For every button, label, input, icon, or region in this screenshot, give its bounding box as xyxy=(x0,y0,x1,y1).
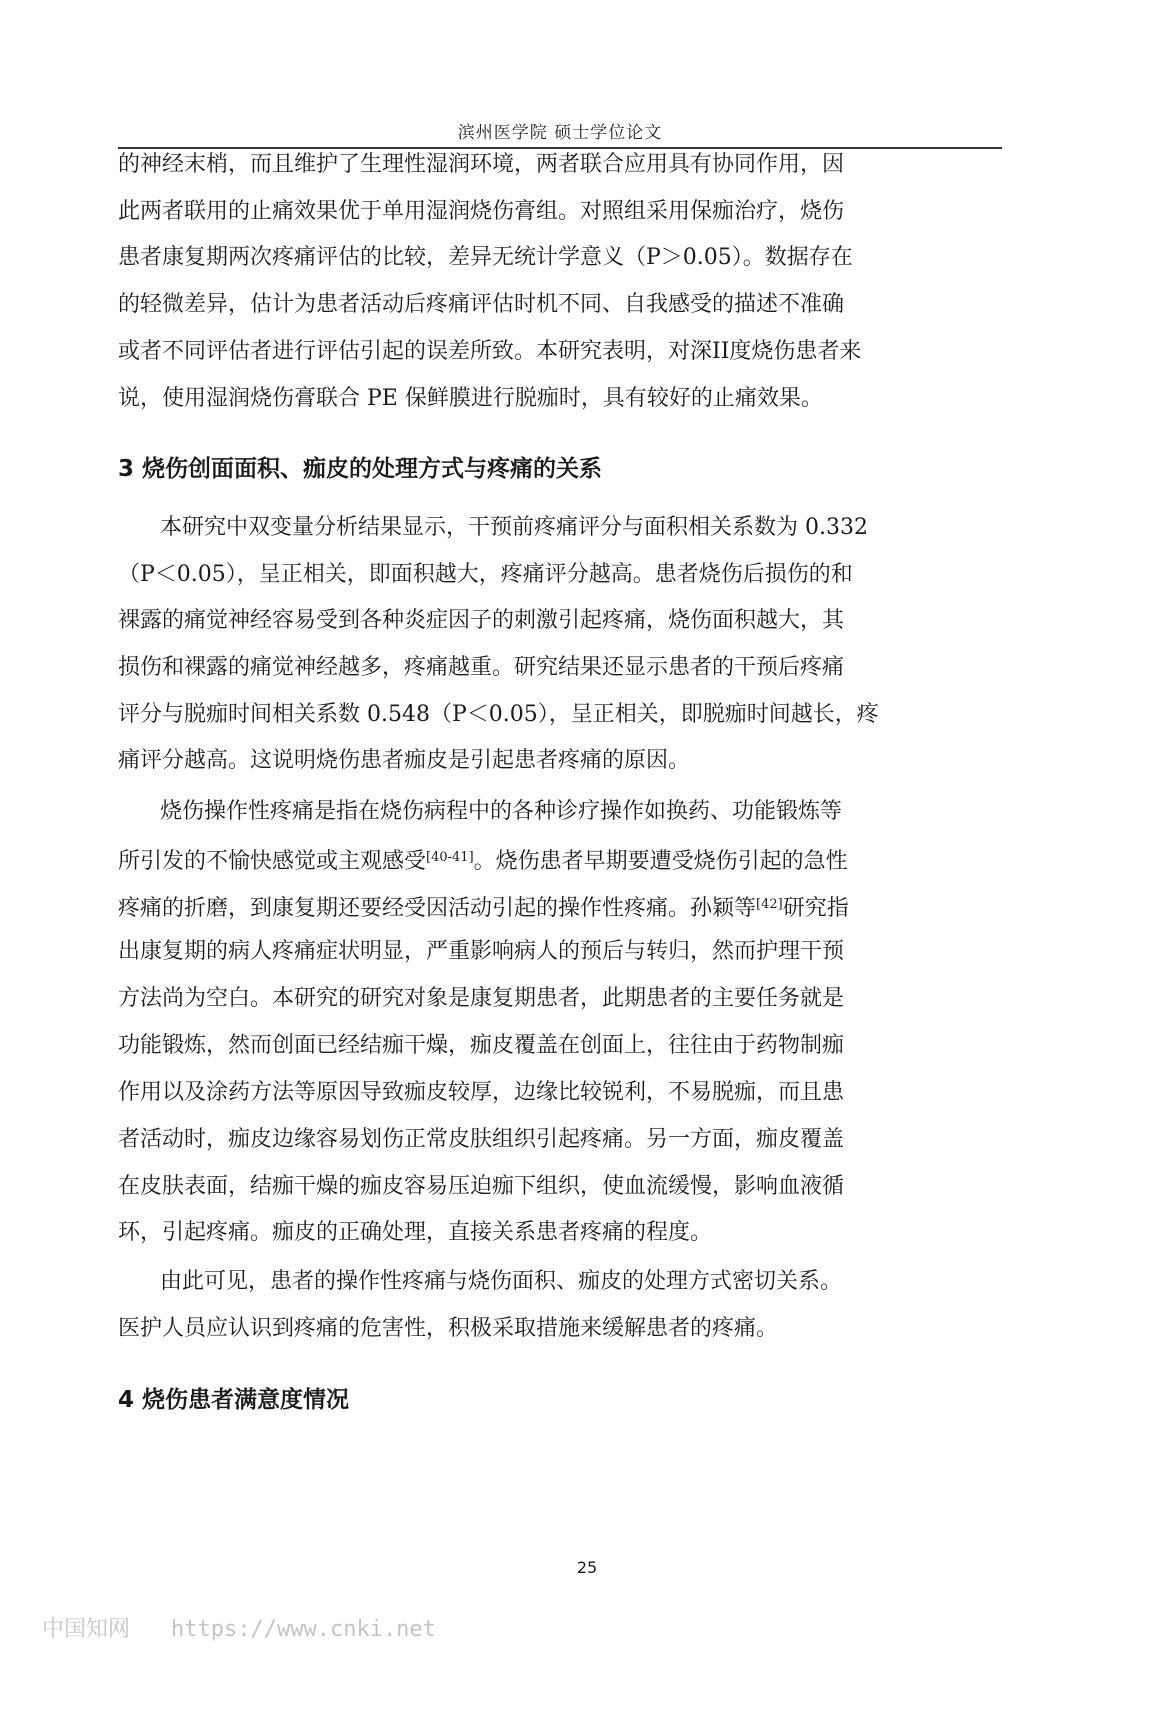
text-segment: 疼痛的折磨，到康复期还要经受因活动引起的操作性疼痛。孙颖等 xyxy=(118,896,757,921)
text-line: 在皮肤表面，结痂干燥的痂皮容易压迫痂下组织，使血流缓慢，影响血液循 xyxy=(118,1174,845,1199)
citation-ref: [42] xyxy=(756,897,783,912)
watermark xyxy=(42,1612,436,1643)
text-line: 的神经末梢，而且维护了生理性湿润环境，两者联合应用具有协同作用，因 xyxy=(118,152,845,177)
text-line: 环，引起疼痛。痂皮的正确处理，直接关系患者疼痛的程度。 xyxy=(118,1220,713,1245)
text-line: 裸露的痛觉神经容易受到各种炎症因子的刺激引起疼痛，烧伤面积越大，其 xyxy=(118,608,845,633)
text-line: 或者不同评估者进行评估引起的误差所致。本研究表明，对深II度烧伤患者来 xyxy=(118,339,862,364)
text-line: 出康复期的病人疼痛症状明显，严重影响病人的预后与转归，然而护理干预 xyxy=(118,939,845,964)
text-line: 患者康复期两次疼痛评估的比较，差异无统计学意义（P＞0.05）。数据存在 xyxy=(118,245,853,270)
text-line: 烧伤操作性疼痛是指在烧伤病程中的各种诊疗操作如换药、功能锻炼等 xyxy=(160,799,843,824)
section-heading: 3 烧伤创面面积、痂皮的处理方式与疼痛的关系 xyxy=(118,456,603,482)
text-line: 评分与脱痂时间相关系数 0.548（P＜0.05），呈正相关，即脱痂时间越长，疼 xyxy=(118,702,879,727)
text-line: 痛评分越高。这说明烧伤患者痂皮是引起患者疼痛的原因。 xyxy=(118,748,691,773)
text-line: 本研究中双变量分析结果显示，干预前疼痛评分与面积相关系数为 0.332 xyxy=(160,515,868,540)
text-line: 此两者联用的止痛效果优于单用湿润烧伤膏组。对照组采用保痂治疗，烧伤 xyxy=(118,199,845,224)
text-line: 功能锻炼，然而创面已经结痂干燥，痂皮覆盖在创面上，往往由于药物制痂 xyxy=(118,1033,845,1058)
text-line xyxy=(118,890,982,924)
page-number: 25 xyxy=(576,1558,598,1577)
text-line: 的轻微差异，估计为患者活动后疼痛评估时机不同、自我感受的描述不准确 xyxy=(118,292,845,317)
text-line: 作用以及涂药方法等原因导致痂皮较厚，边缘比较锐利，不易脱痂，而且患 xyxy=(118,1080,845,1105)
text-line: 由此可见，患者的操作性疼痛与烧伤面积、痂皮的处理方式密切关系。 xyxy=(160,1269,843,1294)
text-line: 医护人员应认识到疼痛的危害性，积极采取措施来缓解患者的疼痛。 xyxy=(118,1316,779,1341)
running-header: 滨州医学院 硕士学位论文 xyxy=(457,123,663,143)
text-line: 说，使用湿润烧伤膏联合 PE 保鲜膜进行脱痂时，具有较好的止痛效果。 xyxy=(118,386,823,411)
text-line: 方法尚为空白。本研究的研究对象是康复期患者，此期患者的主要任务就是 xyxy=(118,986,845,1011)
watermark-brand: 中国知网 xyxy=(42,1617,131,1642)
text-line: （P＜0.05），呈正相关，即面积越大，疼痛评分越高。患者烧伤后损伤的和 xyxy=(118,562,853,587)
section-heading: 4 烧伤患者满意度情况 xyxy=(118,1387,350,1413)
text-line xyxy=(118,843,982,877)
text-segment: 所引发的不愉快感觉或主观感受 xyxy=(118,849,427,874)
text-line: 者活动时，痂皮边缘容易划伤正常皮肤组织引起疼痛。另一方面，痂皮覆盖 xyxy=(118,1127,845,1152)
text-line: 损伤和裸露的痛觉神经越多，疼痛越重。研究结果还显示患者的干预后疼痛 xyxy=(118,655,845,680)
text-segment: 研究指 xyxy=(782,896,849,921)
header-rule xyxy=(118,147,1002,149)
text-segment: 。烧伤患者早期要遭受烧伤引起的急性 xyxy=(473,849,848,874)
citation-ref: [40-41] xyxy=(426,850,474,865)
watermark-url: https://www.cnki.net xyxy=(171,1617,436,1642)
